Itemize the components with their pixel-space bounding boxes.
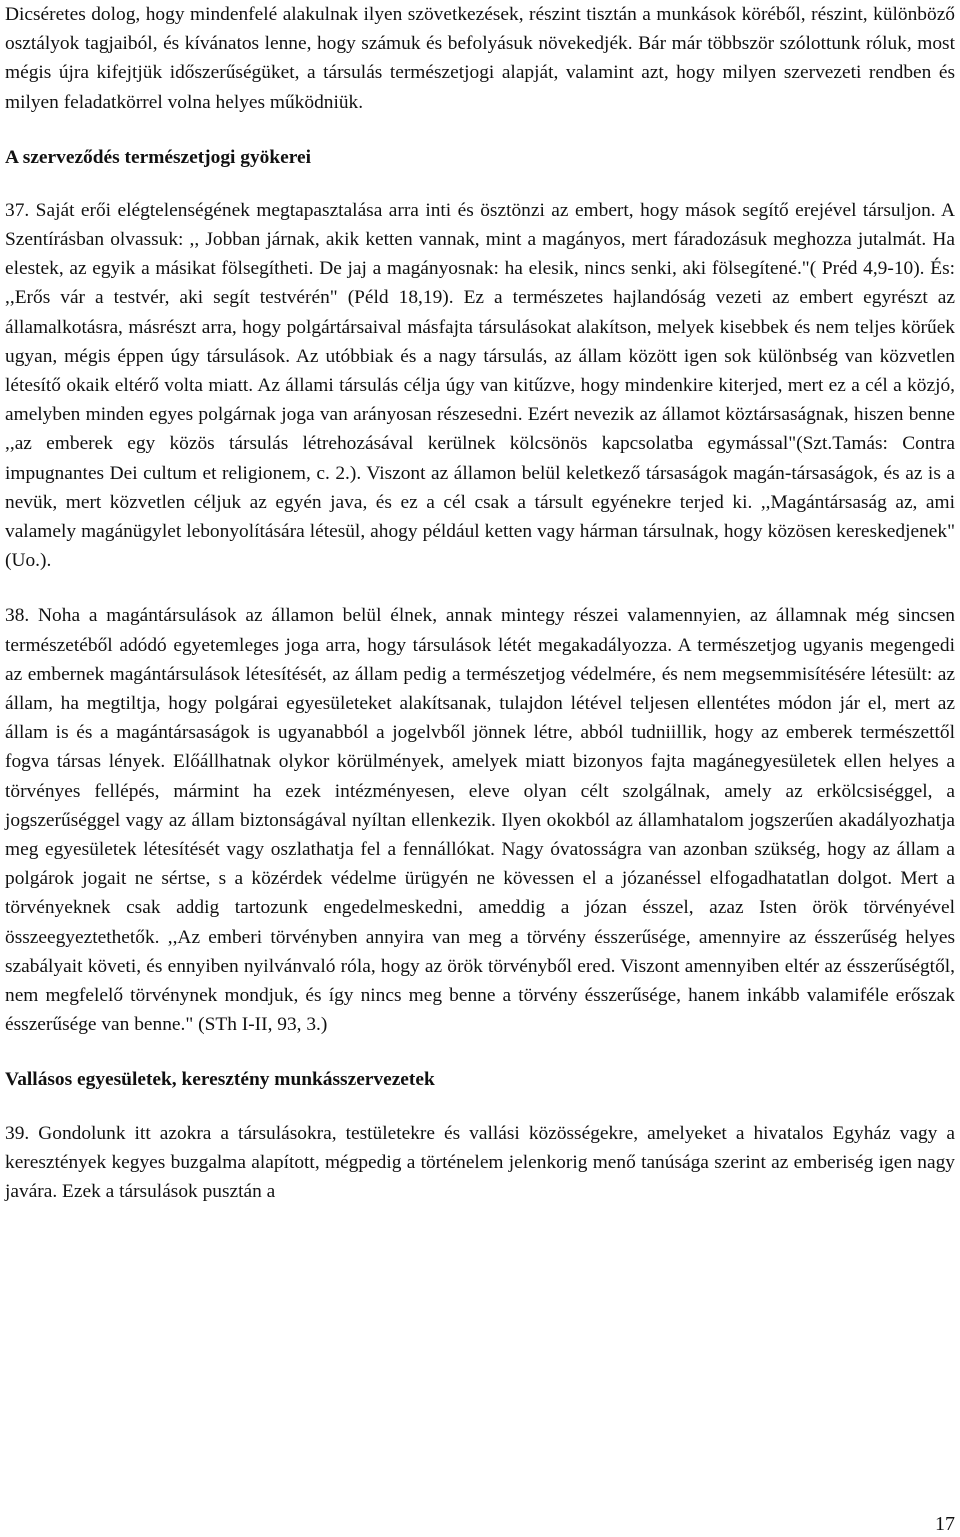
page-number: 17 <box>935 1513 955 1535</box>
paragraph-38: 38. Noha a magántársulások az államon belül élnek, annak mintegy részei valamennyien, az államnak még sincsen természetéből adódó egyetemleges joga arra, hogy társulások létét megakadályozza. A természetjog ugyanis megengedi az embernek magántársulások létesítését, az állam pedig a természetjog védelmére, és nem megsemmisítésére létesült: az állam, ha megtiltja, hogy polgárai egyesületeket alakítsanak, tulajdon létével teljesen ellentétes módon jár el, mert az állam is és a magántársaságok is ugyanabból a jogelvből jönnek létre, abból tudniillik, hogy az emberek természettől fogva társas lények. Előállhatnak olykor körülmények, amelyek miatt bizonyos fajta magánegyesületek ellen helyes a törvényes fellépés, mármint ha ezek intézményesen, eleve olyan célt szolgálnak, amely az erkölcsiséggel, a jogszerűséggel vagy az állam biztonságával nyíltan ellenkezik. Ilyen okokból az államhatalom jogszerűen akadályozhatja meg egyesületek létesítését vagy oszlathatja fel a fennállókat. Nagy óvatosságra van azonban szükség, hogy az állam a polgárok jogait ne sértse, s a közérdek védelme ürügyén ne kövessen el a józanéssel elfogadhatatlan dolgot. Mert a törvényeknek csak addig tartozunk engedelmeskedni, ameddig a józan ésszel, azaz Isten örök törvényével összeegyeztethetők. ,,Az emberi törvényben annyira van meg a törvény ésszerűsége, amennyire az ésszerűség helyes szabályait követi, és ennyiben nyilvánvaló róla, hogy az örök törvényből ered. Viszont amennyiben eltér az ésszerűségtől, nem megfelelő törvénynek mondjuk, és így nincs meg benne a törvény ésszerűsége, hanem inkább valamiféle erőszak ésszerűsége van benne." (STh I-II, 93, 3.) <box>5 605 955 1036</box>
document-page <box>5 0 955 1206</box>
paragraph-39: 39. Gondolunk itt azokra a társulásokra, testületekre és vallási közösségekre, amelyeket a hivatalos Egyház vagy a keresztények kegyes buzgalma alapított, mégpedig a történelem jelenkorig menő tanúsága szerint az emberiség igen nagy javára. Ezek a társulások pusztán a <box>5 1122 955 1202</box>
section-heading-natural-law-roots: A szerveződés természetjogi gyökerei <box>5 146 311 168</box>
intro-paragraph: Dicséretes dolog, hogy mindenfelé alakulnak ilyen szövetkezések, részint tisztán a munkások köréből, részint, különböző osztályok tagjaiból, és kívánatos lenne, hogy számuk és befolyásuk növekedjék. Bár már többször szólottunk róluk, most mégis újra kifejtjük időszerűségüket, a társulás természetjogi alapját, valamint azt, hogy milyen szervezeti rendben és milyen feladatkörrel volna helyes működniük. <box>5 4 955 113</box>
paragraph-37: 37. Saját erői elégtelenségének megtapasztalása arra inti és ösztönzi az embert, hogy mások segítő erejével társuljon. A Szentírásban olvassuk: ,, Jobban járnak, akik ketten vannak, mint a magányos, mert fáradozásuk meghozza jutalmát. Ha elestek, az egyik a másikat fölsegítheti. De jaj a magányosnak: ha elesik, nincs senki, aki fölsegítené."( Préd 4,9-10). És: ,,Erős vár a testvér, aki segít testvérén" (Péld 18,19). Ez a természetes hajlandóság vezeti az embert egyrészt az államalkotásra, másrészt arra, hogy polgártársaival másfajta társulásokat alakítson, melyek kisebbek és nem teljes körűek ugyan, mégis éppen úgy társulások. Az utóbbiak és a nagy társulás, az állam között igen sok különbség van közvetlen létesítő okaik eltérő volta miatt. Az állami társulás célja úgy van kitűzve, hogy mindenkire kiterjed, mert ez a cél a közjó, amelyben minden egyes polgárnak joga van arányosan részesedni. Ezért nevezik az államot köztársaságnak, hiszen benne ,,az emberek egy közös társulás létrehozásával kerülnek kölcsönös kapcsolatba egymással"(Szt.Tamás: Contra impugnantes Dei cultum et religionem, c. 2.). Viszont az államon belül keletkező társaságok magán-társaságok, és az is a nevük, mert közvetlen céljuk az egyén java, és ez a cél csak a társult egyénekre terjed ki. ,,Magántársaság az, ami valamely magánügylet lebonyolítására létesül, ahogy például ketten vagy hárman társulnak, hogy közösen kereskedjenek" (Uo.). <box>5 199 955 572</box>
section-heading-religious-associations: Vallásos egyesületek, keresztény munkásszervezetek <box>5 1068 435 1090</box>
